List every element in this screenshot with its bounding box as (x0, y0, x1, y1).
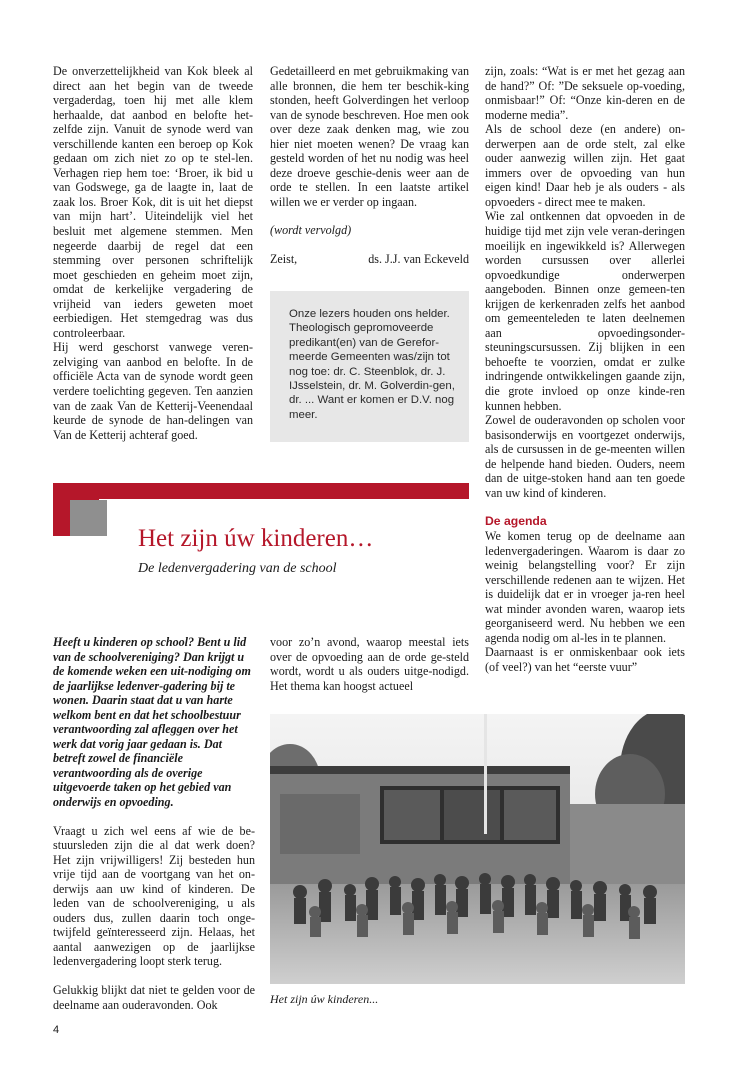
paragraph: Gelukkig blijkt dat niet te gelden voor de deelname aan ouderavonden. Ook (53, 983, 255, 1012)
author-signature (270, 252, 469, 267)
section-header-square (70, 500, 107, 536)
paragraph: De onverzettelijkheid van Kok bleek al direct aan het begin van de tweede vergaderdag, toen hij met alle klem herhaalde, dat aanbod en belofte het-zelfde zijn. Vanuit de synode werd van verschillende kanten een beroep op Kok gedaan om zich niet zo op te stel-len. Verhagen riep hem toe: ‘Broer, ik bid u van Godswege, ga de laagte in, laat de zaak los. Broer Kok, dit is uit het diepst van mijn hart’. Uiteindelijk viel het besluit met algemene stemmen. Men negeerde daarbij de regel dat een stemming over personen schriftelijk moet geschieden en geheim moet zijn, omdat de kerkelijke vergadering de vrijheid van ieders geweten moet eerbiedigen. Het stemgedrag was dus controleerbaar. (53, 64, 253, 340)
signature-place: Zeist, (270, 252, 298, 267)
paragraph: We komen terug op de deelname aan ledenvergaderingen. Waarom is daar zo weinig belangstelling voor? Er zijn verschillende redenen aan te wijzen. Het is duidelijk dat er in vroeger ja-ren heel wat minder avonden waren, waarop iets georganiseerd werd. Nu hebben we een agenda nodig om al-les in te plannen. (485, 528, 685, 645)
school-photo (270, 714, 685, 984)
article-subheadline: De ledenvergadering van de school (138, 561, 337, 576)
paragraph: Vraagt u zich wel eens af wie de be-stuursleden zijn die al dat werk doen? Het zijn vrijwilligers! Zij besteden hun vrije tijd aan de voortgang van het on-derwijs aan uw kind of kinderen. De leden van de schoolvereniging, u als ouders dus, zullen daarin toch onge-twijfeld geïnteresseerd zijn. Helaas, het aantal aanwezigen op de jaarlijkse ledenvergadering loopt sterk terug. (53, 823, 255, 969)
article-headline: Het zijn úw kinderen… (138, 525, 374, 552)
paragraph: Daarnaast is er onmiskenbaar ook iets (of veel?) van het “eerste vuur” (485, 645, 685, 674)
article-column-3 (485, 64, 685, 674)
paragraph: zijn, zoals: “Wat is er met het gezag aan de hand?” Of: ”De seksuele op-voeding, onmisbaar!” Of: “Onze kin-deren en de moderne media”. (485, 64, 685, 122)
new-article-column-2 (270, 635, 469, 693)
paragraph: voor zo’n avond, waarop meestal iets over de opvoeding aan de orde ge-steld wordt, wordt u als ouders uitge-nodigd. Het thema kan hoogst actueel (270, 635, 469, 693)
section-header-bar (53, 483, 469, 499)
signature-name: ds. J.J. van Eckeveld (368, 252, 469, 267)
quote-box-text: Onze lezers houden ons helder. Theologisch gepromoveerde predikant(en) van de Gerefor-meerde Gemeenten was/zijn tot nog toe: dr. C. Steenblok, dr. J. IJsselstein, dr. M. Golverdin-gen, dr. ... Want er komen er D.V. nog meer. (289, 308, 455, 421)
paragraph: Zowel de ouderavonden op scholen voor basisonderwijs en voortgezet onderwijs, als de cursussen in de ge-meenten willen de helpende hand bieden. Ouders, neem dan de uitge-stoken hand aan ten goede van uw kind of kinderen. (485, 413, 685, 500)
article-intro: Heeft u kinderen op school? Bent u lid van de schoolvereniging? Dan krijgt u de komende weken een uit-nodiging om de jaarlijkse ledenver-gadering bij te wonen. Daarin staat dat u van harte welkom bent en dat het schoolbestuur verantwoording zal afleggen over het werk dat vorig jaar gedaan is. Dat betreft zowel de financiële verantwoording als de overige uitgevoerde taken op het gebied van onderwijs en opvoeding. (53, 635, 251, 810)
article-column-2 (270, 64, 469, 267)
paragraph: Hij werd geschorst vanwege veren-zelviging van aanbod en belofte. In de officiële Acta van de synode wordt geen verdere toelichting gegeven. Ten aanzien van de zaak Van de Ketterij-Veenendaal keurde de synode de han-delingen van Van de Ketterij achteraf goed. (53, 340, 253, 442)
section-subheading: De agenda (485, 514, 547, 529)
new-article-column-1 (53, 635, 255, 1012)
page-number: 4 (53, 1024, 60, 1036)
paragraph: Als de school deze (en andere) on-derwerpen aan de orde stelt, zal elke ouder aanwezig willen zijn. Het gaat immers over de opvoeding van hun eigen kind! Daar heb je als ouders - als opvoeders - direct mee te maken. (485, 122, 685, 209)
photo-caption: Het zijn úw kinderen... (270, 992, 379, 1006)
to-be-continued-note: (wordt vervolgd) (270, 223, 352, 238)
paragraph: Wie zal ontkennen dat opvoeden in de huidige tijd met zijn vele veran-deringen moeilijk en ingewikkeld is? Allerwegen worden cursussen over allerlei opvoedkundige onderwerpen aangeboden. Binnen onze gemeen-ten krijgen de kerkenraden zelfs het aanbod om gemeenteleden te laten deelnemen aan opvoedingsonder-steuningscursussen. Zij blijken in een behoefte te voorzien, omdat er zulke indringende ontwikkelingen gaande zijn, die grote invloed op onze kinde-ren kunnen hebben. (485, 209, 685, 413)
paragraph: Gedetailleerd en met gebruikmaking van alle bronnen, die hem ter beschik-king stonden, heeft Golverdingen het verloop van de synode beschreven. Hoe men ook over deze zaak denken mag, wie zou hier niet moeten wenen? De vraag kan gesteld worden of het nu nodig was heel deze droeve geschie-denis weer aan de orde te stellen. In een laatste artikel willen we er verder op ingaan. (270, 64, 469, 209)
article-column-1 (53, 64, 253, 442)
